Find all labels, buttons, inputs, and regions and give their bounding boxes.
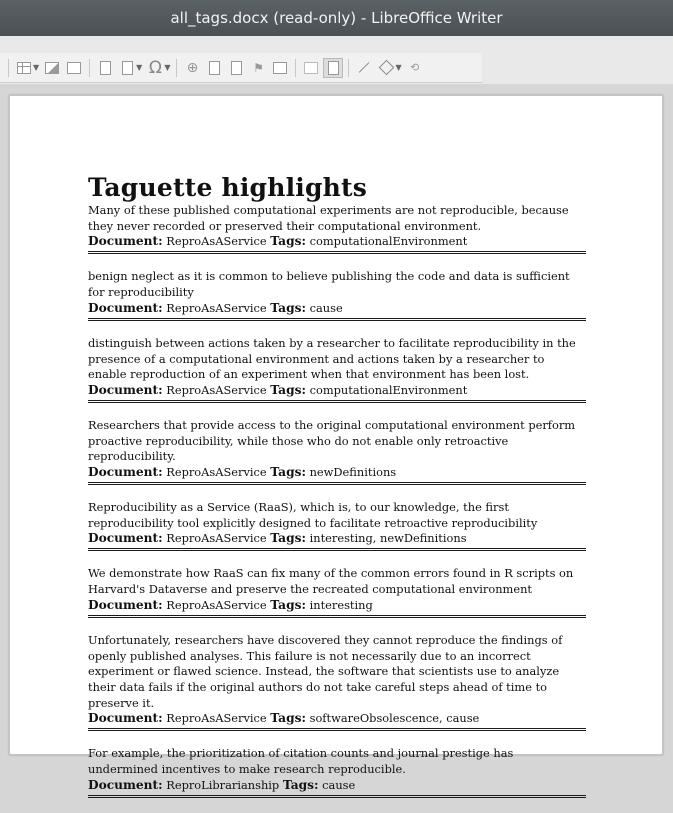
highlight-text: Reproducibility as a Service (RaaS), which is, to our knowledge, the first reproducibility tool explicitly designed to facilitate retroactive reproducibility	[88, 500, 538, 530]
cross-reference-icon[interactable]	[270, 58, 290, 78]
document-name: ReproAsAService	[166, 234, 267, 249]
document-name: ReproAsAService	[166, 531, 267, 546]
tags-value: newDefinitions	[309, 465, 397, 480]
highlight-text: Unfortunately, researchers have discovered they cannot reproduce the findings of openly published analyses. This failure is not necessarily due to an incorrect experiment or flawed science. Instead, the software that scientists use to analyze their data fails if the original authors do not take careful steps ahead of time to preserve it.	[88, 632, 563, 710]
chevron-down-icon[interactable]: ▼	[33, 63, 40, 72]
footnote-icon[interactable]	[204, 58, 224, 78]
line-icon[interactable]	[354, 58, 374, 78]
highlight-meta	[88, 531, 586, 551]
tags-label: Tags:	[270, 597, 306, 612]
highlight-text: Many of these published computational experiments are not reproducible, because they never recorded or preserved their computational environment.	[88, 203, 569, 233]
highlight-meta	[88, 778, 586, 798]
insert-toolbar	[0, 53, 482, 83]
document-name: ReproLibrarianship	[166, 777, 280, 792]
toolbar-area	[0, 36, 673, 84]
tags-label: Tags:	[270, 382, 306, 397]
tags-value: computationalEnvironment	[309, 382, 468, 397]
comment-icon[interactable]	[301, 58, 321, 78]
track-changes-icon[interactable]	[323, 58, 343, 78]
highlight-text: distinguish between actions taken by a researcher to facilitate reproducibility in the presence of a computational environment and actions taken by a researcher to enable reproduction of an experiment when that environment has been lost.	[88, 335, 576, 382]
highlight-meta	[88, 234, 586, 254]
tags-label: Tags:	[270, 234, 306, 249]
document-label: Document:	[88, 777, 163, 792]
chevron-down-icon[interactable]: ▼	[136, 63, 143, 72]
tags-value: cause	[322, 777, 356, 792]
document-name: ReproAsAService	[166, 300, 267, 315]
field-icon[interactable]	[117, 58, 137, 78]
document-label: Document:	[88, 597, 163, 612]
document-name: ReproAsAService	[166, 597, 267, 612]
highlight-text: benign neglect as it is common to believe publishing the code and data is sufficient for reproducibility	[88, 269, 570, 300]
textbox-icon[interactable]	[64, 58, 84, 78]
highlight-entry	[88, 633, 586, 732]
toolbar-separator	[176, 59, 177, 77]
highlight-text: We demonstrate how RaaS can fix many of the common errors found in R scripts on Harvard's Dataverse and preserve the recreated computational environment	[88, 566, 574, 597]
tags-value: interesting	[309, 597, 373, 612]
document-page[interactable]	[9, 95, 663, 792]
tags-value: interesting, newDefinitions	[309, 531, 467, 546]
chevron-down-icon[interactable]: ▼	[164, 63, 171, 72]
hyperlink-icon[interactable]: ⊕	[186, 59, 199, 76]
document-label: Document:	[88, 234, 163, 249]
highlight-entry	[88, 336, 586, 403]
tags-label: Tags:	[270, 711, 306, 726]
tags-value: softwareObsolescence, cause	[309, 711, 480, 726]
special-character-icon[interactable]	[145, 58, 165, 78]
highlight-meta	[88, 598, 586, 618]
chevron-down-icon[interactable]: ▼	[395, 63, 402, 72]
omega-glyph: Ω	[148, 57, 162, 78]
window-title: all_tags.docx (read-only) - LibreOffice Writer	[170, 9, 503, 27]
highlight-entry	[88, 203, 586, 254]
tags-value: computationalEnvironment	[309, 234, 468, 249]
highlight-entry	[88, 269, 586, 320]
table-icon[interactable]	[14, 58, 34, 78]
toolbar-separator	[8, 59, 9, 77]
toolbar-separator	[295, 59, 296, 77]
tags-label: Tags:	[270, 531, 306, 546]
highlight-entry	[88, 418, 586, 485]
more-options-icon[interactable]: ⟲	[410, 61, 420, 74]
toolbar-separator	[89, 59, 90, 77]
document-label: Document:	[88, 465, 163, 480]
document-label: Document:	[88, 382, 163, 397]
document-content	[88, 172, 586, 813]
highlight-meta	[88, 465, 586, 485]
tags-label: Tags:	[270, 300, 306, 315]
highlight-entry	[88, 566, 586, 617]
document-title: Taguette highlights	[88, 173, 368, 202]
highlight-entry	[88, 500, 586, 551]
highlight-text: Researchers that provide access to the original computational environment perform proactive reproducibility, while those who do not enable only retroactive reproducibility.	[88, 417, 576, 464]
page-break-icon[interactable]	[95, 58, 115, 78]
window-title-bar	[0, 0, 673, 36]
image-icon[interactable]	[42, 58, 62, 78]
document-label: Document:	[88, 531, 163, 546]
highlight-meta	[88, 301, 586, 321]
tags-value: cause	[309, 300, 343, 315]
highlight-entry	[88, 746, 586, 797]
document-name: ReproAsAService	[166, 711, 267, 726]
highlight-text: For example, the prioritization of citation counts and journal prestige has undermined incentives to make research reproducible.	[88, 746, 514, 777]
tags-label: Tags:	[282, 777, 319, 792]
tags-label: Tags:	[270, 465, 306, 480]
document-label: Document:	[88, 711, 163, 726]
toolbar-separator	[348, 59, 349, 77]
highlight-meta	[88, 383, 586, 403]
document-name: ReproAsAService	[166, 465, 267, 480]
document-name: ReproAsAService	[166, 382, 267, 397]
endnote-icon[interactable]	[226, 58, 246, 78]
highlight-list	[88, 203, 586, 798]
document-label: Document:	[88, 300, 163, 315]
basic-shapes-icon[interactable]	[376, 58, 396, 78]
highlight-meta	[88, 711, 586, 731]
bookmark-icon[interactable]: ⚑	[253, 60, 264, 75]
